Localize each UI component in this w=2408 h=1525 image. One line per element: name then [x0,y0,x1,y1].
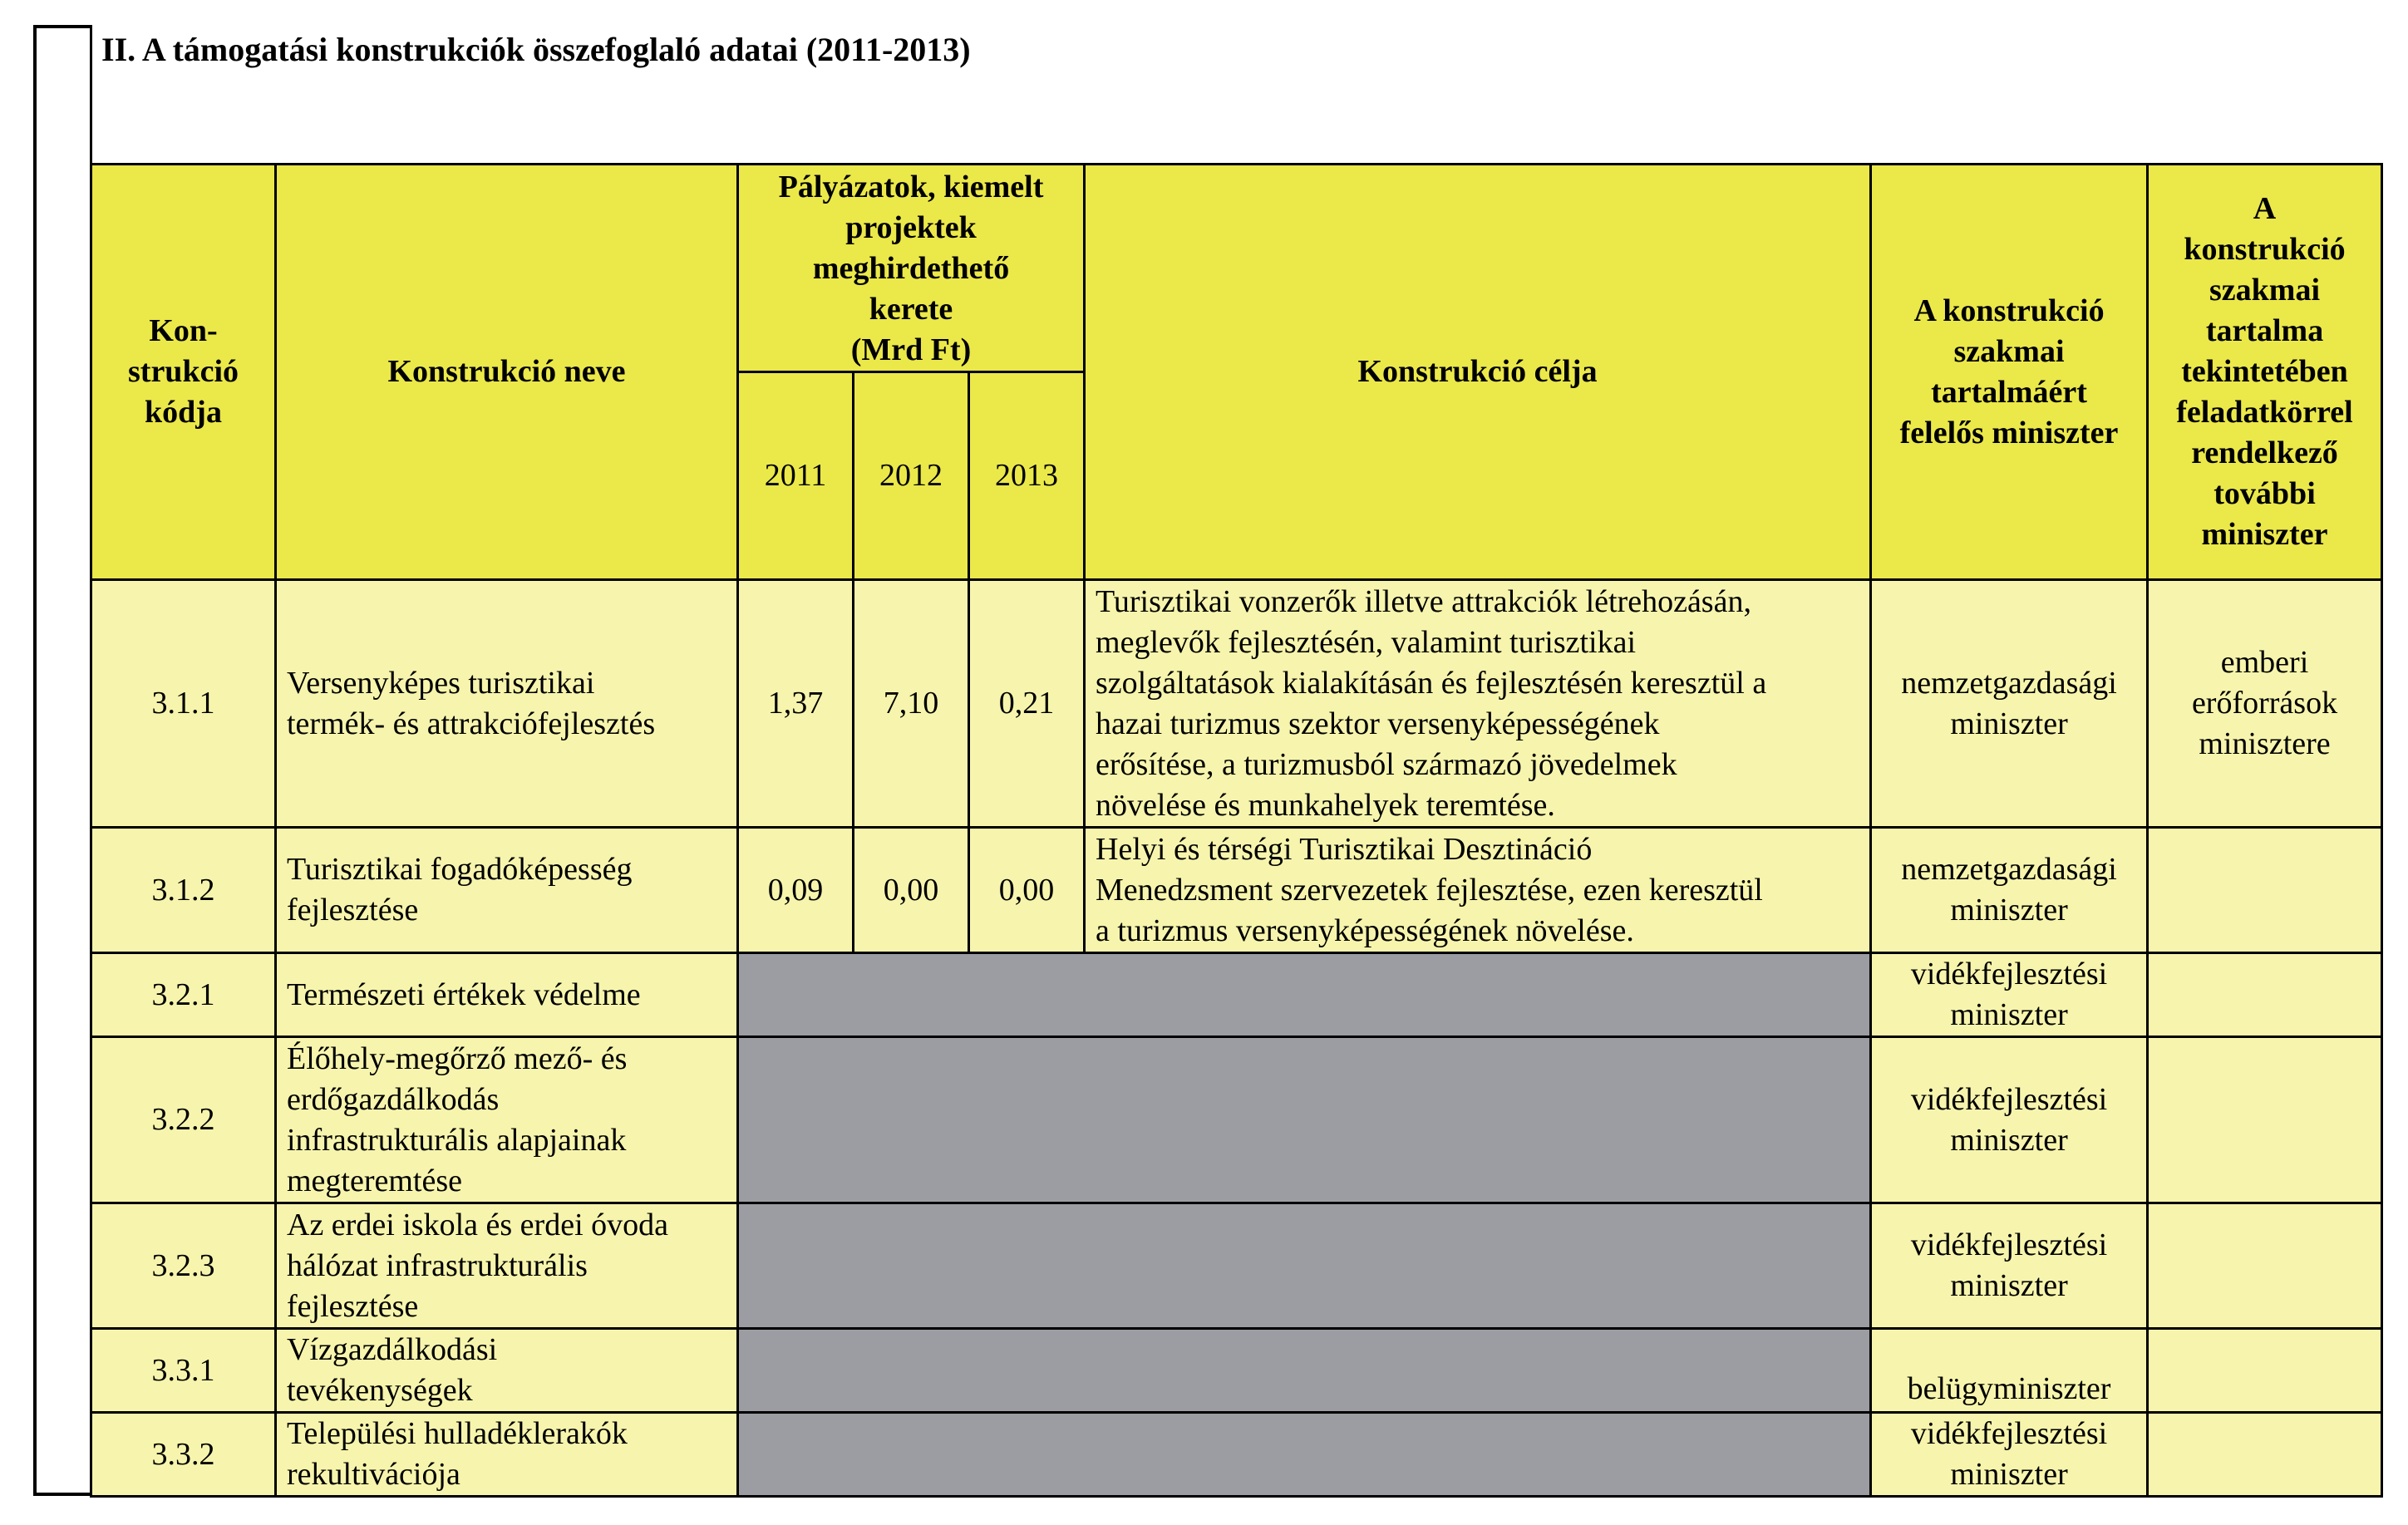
row-goal: Helyi és térségi Turisztikai Desztináció Menedzsment szervezetek fejlesztése, ezen keresztül a turizmus versenyképességének növelése. [1085,828,1871,953]
row-value-2013: 0,00 [969,828,1085,953]
row-other-minister [2148,1413,2382,1497]
row-name: Természeti értékek védelme [276,953,738,1037]
row-name: Versenyképes turisztikai termék- és attrakciófejlesztés [276,580,738,828]
row-minister: vidékfejlesztési miniszter [1871,1413,2148,1497]
header-year-2012: 2012 [854,372,969,580]
section-title: II. A támogatási konstrukciók összefoglaló adatai (2011-2013) [101,31,971,68]
row-value-2011: 1,37 [738,580,854,828]
row-minister: nemzetgazdasági miniszter [1871,580,2148,828]
table-row [91,1203,2382,1329]
header-goal: Konstrukció célja [1085,165,1871,580]
header-year-2011: 2011 [738,372,854,580]
row-code: 3.2.3 [91,1203,276,1329]
row-value-2012: 0,00 [854,828,969,953]
row-other-minister: emberi erőforrások minisztere [2148,580,2382,828]
table-row [91,1329,2382,1413]
row-gray-fill [738,1329,1871,1413]
row-gray-fill [738,1203,1871,1329]
row-gray-fill [738,953,1871,1037]
row-minister: nemzetgazdasági miniszter [1871,828,2148,953]
construction-summary-table [90,163,2383,1498]
row-value-2013: 0,21 [969,580,1085,828]
header-name: Konstrukció neve [276,165,738,580]
header-other-minister: A konstrukció szakmai tartalma tekintetében feladatkörrel rendelkező további miniszter [2148,165,2382,580]
table-row [91,580,2382,828]
row-gray-fill [738,1413,1871,1497]
row-other-minister [2148,1037,2382,1203]
header-minister: A konstrukció szakmai tartalmáért felelős miniszter [1871,165,2148,580]
row-other-minister [2148,1203,2382,1329]
header-budget: Pályázatok, kiemelt projektek meghirdethető kerete (Mrd Ft) [738,165,1085,372]
row-code: 3.3.1 [91,1329,276,1413]
row-other-minister [2148,828,2382,953]
row-other-minister [2148,1329,2382,1413]
row-name: Élőhely-megőrző mező- és erdőgazdálkodás infrastrukturális alapjainak megteremtése [276,1037,738,1203]
row-name: Vízgazdálkodási tevékenységek [276,1329,738,1413]
table-row [91,1037,2382,1203]
table-row [91,953,2382,1037]
row-code: 3.1.1 [91,580,276,828]
row-minister: vidékfejlesztési miniszter [1871,953,2148,1037]
row-name: Az erdei iskola és erdei óvoda hálózat infrastrukturális fejlesztése [276,1203,738,1329]
row-gray-fill [738,1037,1871,1203]
row-code: 3.2.1 [91,953,276,1037]
row-code: 3.2.2 [91,1037,276,1203]
row-goal: Turisztikai vonzerők illetve attrakciók létrehozásán, meglevők fejlesztésén, valamint turisztikai szolgáltatások kialakításán és fejlesztésén keresztül a hazai turizmus szektor versenyképességének erősítése, a turizmusból származó jövedelmek növelése és munkahelyek teremtése. [1085,580,1871,828]
header-code: Kon- strukció kódja [91,165,276,580]
row-minister: belügyminiszter [1871,1329,2148,1413]
header-row [91,165,2382,372]
row-name: Turisztikai fogadóképesség fejlesztése [276,828,738,953]
row-minister: vidékfejlesztési miniszter [1871,1037,2148,1203]
row-code: 3.1.2 [91,828,276,953]
table-row [91,828,2382,953]
row-value-2011: 0,09 [738,828,854,953]
row-name: Települési hulladéklerakók rekultivációja [276,1413,738,1497]
row-code: 3.3.2 [91,1413,276,1497]
row-other-minister [2148,953,2382,1037]
header-year-2013: 2013 [969,372,1085,580]
table-row [91,1413,2382,1497]
row-value-2012: 7,10 [854,580,969,828]
page-frame-left [33,25,91,1496]
row-minister: vidékfejlesztési miniszter [1871,1203,2148,1329]
